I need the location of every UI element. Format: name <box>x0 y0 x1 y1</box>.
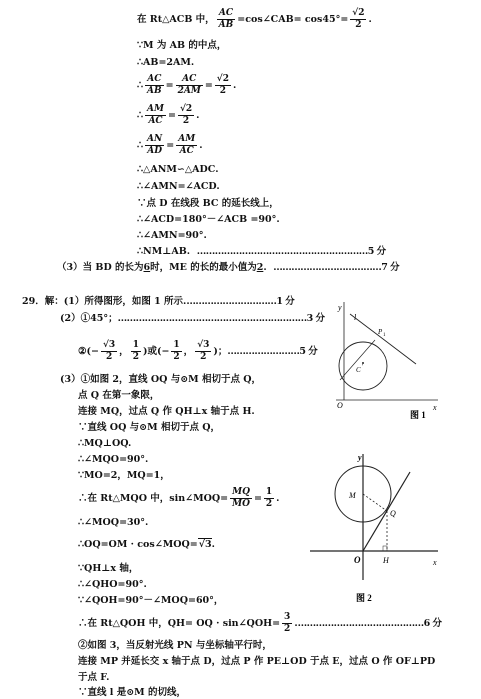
fig1-label-c-prime: ′ <box>362 364 364 370</box>
s11: ∵QH⊥x 轴， <box>78 563 139 574</box>
s14: ∴在 Rt△QOH 中，QH= OQ · sin∠QOH= $\frac{3}{2}$ .……………………………………6 分 <box>78 612 442 634</box>
fig2-caption: 图 2 <box>356 593 372 603</box>
s6: ∴∠MQO=90°. <box>78 454 149 465</box>
s8: ∴在 Rt△MQO 中，sin∠MOQ= $\frac{MQ}{MO}$ = $\frac{1}{2}$ . <box>78 487 280 509</box>
line-13: （3）当 BD 的长为6时，ME 的长的最小值为2. ………………………………7 分 <box>57 262 400 273</box>
fig1-label-p: P <box>378 328 383 336</box>
line-10: ∴∠ACD=180°－∠ACB =90°. <box>137 214 280 225</box>
figure-1 <box>318 300 448 428</box>
fig2-label-y: y <box>358 453 362 462</box>
fig1-label-x: x <box>433 403 437 412</box>
t3: 于点 F. <box>78 672 110 683</box>
s5: ∴MQ⊥OQ. <box>78 438 132 449</box>
fig2-label-x: x <box>433 558 437 567</box>
s13: ∵∠QOH=90°－∠MOQ=60°， <box>78 595 224 606</box>
t4: ∵直线 l 是⊙M 的切线， <box>78 687 187 698</box>
line-6: ∴ $\frac{AN}{AD}$ = $\frac{AM}{AC}$ . <box>137 134 203 156</box>
line-7: ∴△ANM∽△ADC. <box>137 164 219 175</box>
s4: ∵直线 OQ 与⊙M 相切于点 Q， <box>78 422 221 433</box>
s3: 连接 MQ，过点 Q 作 QH⊥x 轴于点 H. <box>78 406 255 417</box>
q29-part2: (2）①45°；………………………………………………………3 分 <box>60 313 325 324</box>
t1: ②如图 3，当反射光线 PN 与坐标轴平行时， <box>78 640 272 651</box>
s2: 点 Q 在第一象限， <box>78 390 160 401</box>
line-4: ∴ $\frac{AC}{AB}$ = $\frac{AC}{2AM}$ = $\frac{√2}{2}$ . <box>137 74 237 96</box>
fig2-label-q: Q <box>390 509 396 518</box>
fig2-label-h: H <box>383 556 389 565</box>
s1: (3）①如图 2，直线 OQ 与⊙M 相切于点 Q， <box>60 374 262 385</box>
fig2-tangent-line <box>363 472 410 551</box>
fig1-caption: 图 1 <box>410 410 426 420</box>
figure-2 <box>308 450 446 610</box>
fig1-line-l <box>350 314 416 364</box>
s10: ∴OQ=OM · cos∠MOQ=√3. <box>78 539 215 550</box>
fig1-label-l: l <box>354 313 357 322</box>
line-3: ∴AB=2AM. <box>137 57 195 68</box>
fig1-label-y: y <box>338 303 342 312</box>
s12: ∴∠QHO=90°. <box>78 579 147 590</box>
s9: ∴∠MOQ=30°. <box>78 517 149 528</box>
fig2-label-m: M <box>349 491 356 500</box>
fig1-label-c: C <box>356 366 361 374</box>
s7: ∵MO=2，MQ=1， <box>78 470 170 481</box>
line-1: 在 Rt△ACB 中， $\frac{AC}{AB}$ =cos∠CAB= cos45°= $\frac{√2}{2}$ . <box>137 8 372 30</box>
fig1-label-p-sub: 1 <box>383 333 386 338</box>
t2: 连接 MP 并延长交 x 轴于点 D，过点 P 作 PE⊥OD 于点 E，过点 O 作 OF⊥PD <box>78 656 436 667</box>
line-11: ∴∠AMN=90°. <box>137 230 207 241</box>
q29-part2b: ②(− $\frac{√3}{2}$ ， $\frac{1}{2}$ )或(− $\frac{1}{2}$ ， $\frac{√3}{2}$ )；……………………5 分 <box>78 340 318 362</box>
fig1-ray <box>340 340 375 380</box>
line-9: ∵点 D 在线段 BC 的延长线上， <box>137 198 279 209</box>
fig2-mq <box>363 494 387 511</box>
line-5: ∴ $\frac{AM}{AC}$ = $\frac{√2}{2}$ . <box>137 104 200 126</box>
q29-part1: 29．解：(1）所得图形，如图 1 所示.…………………………1 分 <box>22 296 295 307</box>
line-12: ∴NM⊥AB. …………………………………………………5 分 <box>137 246 386 257</box>
fig2-label-o: O <box>354 555 361 565</box>
line-8: ∴∠AMN=∠ACD. <box>137 181 220 192</box>
fig1-label-o: O <box>337 401 343 410</box>
fig2-right-angle <box>383 546 387 551</box>
line-2: ∵M 为 AB 的中点， <box>137 40 227 51</box>
